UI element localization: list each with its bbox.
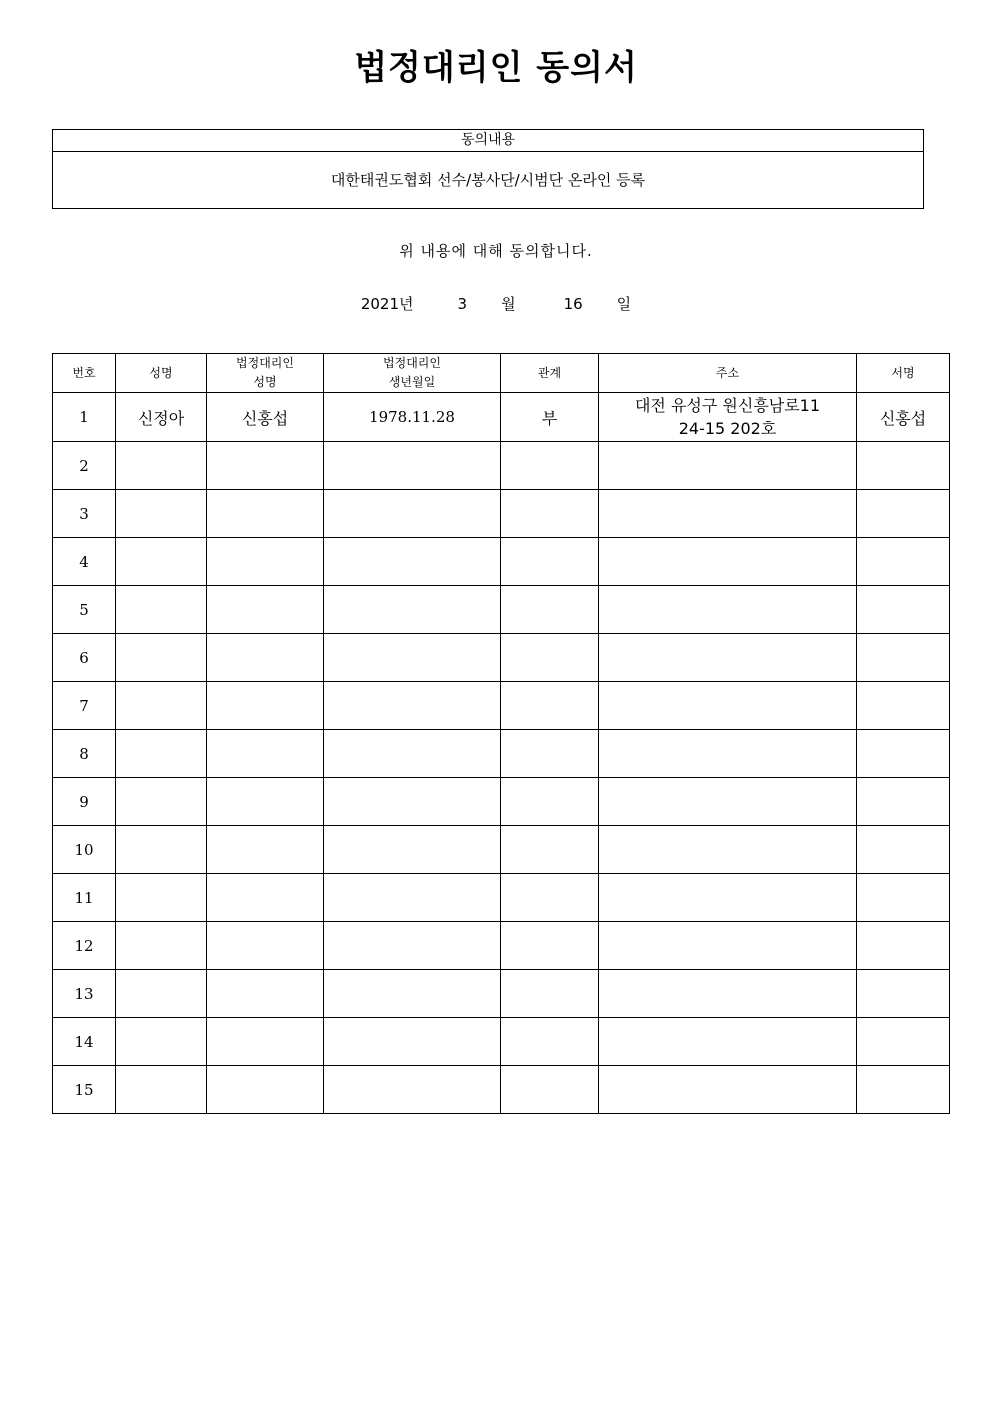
cell-relation — [501, 1018, 599, 1066]
cell-address — [599, 538, 857, 586]
table-row — [53, 586, 950, 634]
cell-signature — [857, 874, 950, 922]
cell-no: 1 — [53, 393, 116, 442]
header-relation: 관계 — [501, 354, 599, 393]
cell-name — [116, 730, 207, 778]
cell-guardian-birth — [324, 634, 501, 682]
date-line — [0, 293, 992, 314]
table-row — [53, 1018, 950, 1066]
cell-no: 11 — [53, 874, 116, 922]
cell-guardian-name: 신홍섭 — [207, 393, 324, 442]
table-row — [53, 490, 950, 538]
cell-address-l2: 24-15 202호 — [678, 419, 777, 438]
cell-no: 5 — [53, 586, 116, 634]
cell-relation — [501, 538, 599, 586]
cell-address — [599, 586, 857, 634]
cell-guardian-birth — [324, 730, 501, 778]
header-no: 번호 — [53, 354, 116, 393]
table-header-row — [53, 354, 950, 393]
cell-no: 8 — [53, 730, 116, 778]
cell-guardian-name — [207, 586, 324, 634]
cell-address — [599, 874, 857, 922]
cell-guardian-birth — [324, 442, 501, 490]
cell-guardian-name — [207, 970, 324, 1018]
cell-address — [599, 1018, 857, 1066]
cell-signature — [857, 730, 950, 778]
cell-guardian-birth — [324, 538, 501, 586]
table-row — [53, 442, 950, 490]
cell-relation — [501, 586, 599, 634]
cell-signature — [857, 634, 950, 682]
cell-signature — [857, 442, 950, 490]
cell-signature — [857, 682, 950, 730]
header-guardian-birth — [324, 354, 501, 393]
cell-no: 10 — [53, 826, 116, 874]
page-title: 법정대리인 동의서 — [354, 48, 638, 88]
cell-signature — [857, 1018, 950, 1066]
cell-guardian-birth: 1978.11.28 — [324, 393, 501, 442]
table-row — [53, 730, 950, 778]
consent-box — [52, 129, 924, 209]
cell-guardian-birth — [324, 778, 501, 826]
table-row — [53, 393, 950, 442]
cell-signature — [857, 970, 950, 1018]
cell-address — [599, 970, 857, 1018]
cell-guardian-birth — [324, 1066, 501, 1114]
cell-address — [599, 778, 857, 826]
cell-guardian-name — [207, 1066, 324, 1114]
table-body — [53, 393, 950, 1114]
cell-relation — [501, 442, 599, 490]
cell-no: 14 — [53, 1018, 116, 1066]
cell-name: 신정아 — [116, 393, 207, 442]
cell-signature — [857, 922, 950, 970]
cell-relation — [501, 970, 599, 1018]
cell-address — [599, 442, 857, 490]
header-guardian-name-l1: 법정대리인 — [236, 356, 294, 370]
cell-guardian-name — [207, 538, 324, 586]
consent-header: 동의내용 — [53, 130, 923, 152]
header-guardian-name — [207, 354, 324, 393]
cell-guardian-birth — [324, 1018, 501, 1066]
date-month-label: 월 — [501, 295, 516, 313]
cell-address — [599, 1066, 857, 1114]
cell-relation — [501, 682, 599, 730]
table-row — [53, 682, 950, 730]
table-row — [53, 874, 950, 922]
cell-relation — [501, 874, 599, 922]
header-address: 주소 — [599, 354, 857, 393]
cell-guardian-birth — [324, 586, 501, 634]
cell-name — [116, 634, 207, 682]
cell-guardian-name — [207, 778, 324, 826]
cell-signature — [857, 586, 950, 634]
cell-guardian-name — [207, 874, 324, 922]
table-row — [53, 778, 950, 826]
cell-guardian-name — [207, 442, 324, 490]
table-row — [53, 634, 950, 682]
cell-name — [116, 970, 207, 1018]
table-row — [53, 970, 950, 1018]
cell-no: 12 — [53, 922, 116, 970]
cell-signature — [857, 1066, 950, 1114]
cell-relation — [501, 730, 599, 778]
cell-guardian-name — [207, 490, 324, 538]
cell-name — [116, 442, 207, 490]
cell-relation — [501, 922, 599, 970]
cell-relation — [501, 778, 599, 826]
cell-no: 15 — [53, 1066, 116, 1114]
cell-address — [599, 634, 857, 682]
cell-guardian-name — [207, 730, 324, 778]
cell-relation — [501, 490, 599, 538]
cell-guardian-name — [207, 682, 324, 730]
consent-body: 대한태권도협회 선수/봉사단/시범단 온라인 등록 — [330, 171, 646, 189]
cell-guardian-name — [207, 922, 324, 970]
table-row — [53, 922, 950, 970]
header-guardian-birth-l2: 생년월일 — [388, 375, 436, 389]
cell-guardian-name — [207, 826, 324, 874]
cell-name — [116, 826, 207, 874]
cell-signature: 신홍섭 — [857, 393, 950, 442]
cell-relation: 부 — [501, 393, 599, 442]
cell-no: 6 — [53, 634, 116, 682]
cell-address — [599, 682, 857, 730]
cell-guardian-birth — [324, 922, 501, 970]
cell-signature — [857, 538, 950, 586]
cell-no: 7 — [53, 682, 116, 730]
cell-guardian-name — [207, 1018, 324, 1066]
cell-no: 13 — [53, 970, 116, 1018]
cell-guardian-name — [207, 634, 324, 682]
cell-name — [116, 586, 207, 634]
table-row — [53, 826, 950, 874]
header-guardian-birth-l1: 법정대리인 — [383, 356, 441, 370]
cell-guardian-birth — [324, 874, 501, 922]
cell-name — [116, 778, 207, 826]
cell-name — [116, 874, 207, 922]
cell-no: 9 — [53, 778, 116, 826]
date-day-value: 16 — [563, 295, 583, 313]
cell-name — [116, 682, 207, 730]
cell-name — [116, 922, 207, 970]
cell-name — [116, 1018, 207, 1066]
cell-relation — [501, 1066, 599, 1114]
date-year: 2021년 — [360, 295, 414, 313]
cell-address — [599, 826, 857, 874]
cell-guardian-birth — [324, 682, 501, 730]
cell-guardian-birth — [324, 826, 501, 874]
cell-guardian-birth — [324, 490, 501, 538]
cell-relation — [501, 634, 599, 682]
cell-name — [116, 1066, 207, 1114]
cell-guardian-birth — [324, 970, 501, 1018]
cell-address — [599, 730, 857, 778]
cell-address — [599, 922, 857, 970]
table-row — [53, 538, 950, 586]
cell-relation — [501, 826, 599, 874]
cell-signature — [857, 778, 950, 826]
header-signature: 서명 — [857, 354, 950, 393]
date-day-label: 일 — [616, 295, 632, 313]
cell-address — [599, 393, 857, 442]
agree-statement: 위 내용에 대해 동의합니다. — [399, 242, 593, 260]
cell-address — [599, 490, 857, 538]
cell-address-l1: 대전 유성구 원신흥남로11 — [634, 396, 821, 415]
cell-name — [116, 538, 207, 586]
header-name: 성명 — [116, 354, 207, 393]
table-row — [53, 1066, 950, 1114]
header-guardian-name-l2: 성명 — [253, 375, 277, 389]
cell-no: 2 — [53, 442, 116, 490]
cell-name — [116, 490, 207, 538]
date-month-value: 3 — [457, 295, 468, 313]
cell-signature — [857, 826, 950, 874]
guardian-table — [52, 353, 950, 1114]
cell-no: 3 — [53, 490, 116, 538]
cell-signature — [857, 490, 950, 538]
cell-no: 4 — [53, 538, 116, 586]
